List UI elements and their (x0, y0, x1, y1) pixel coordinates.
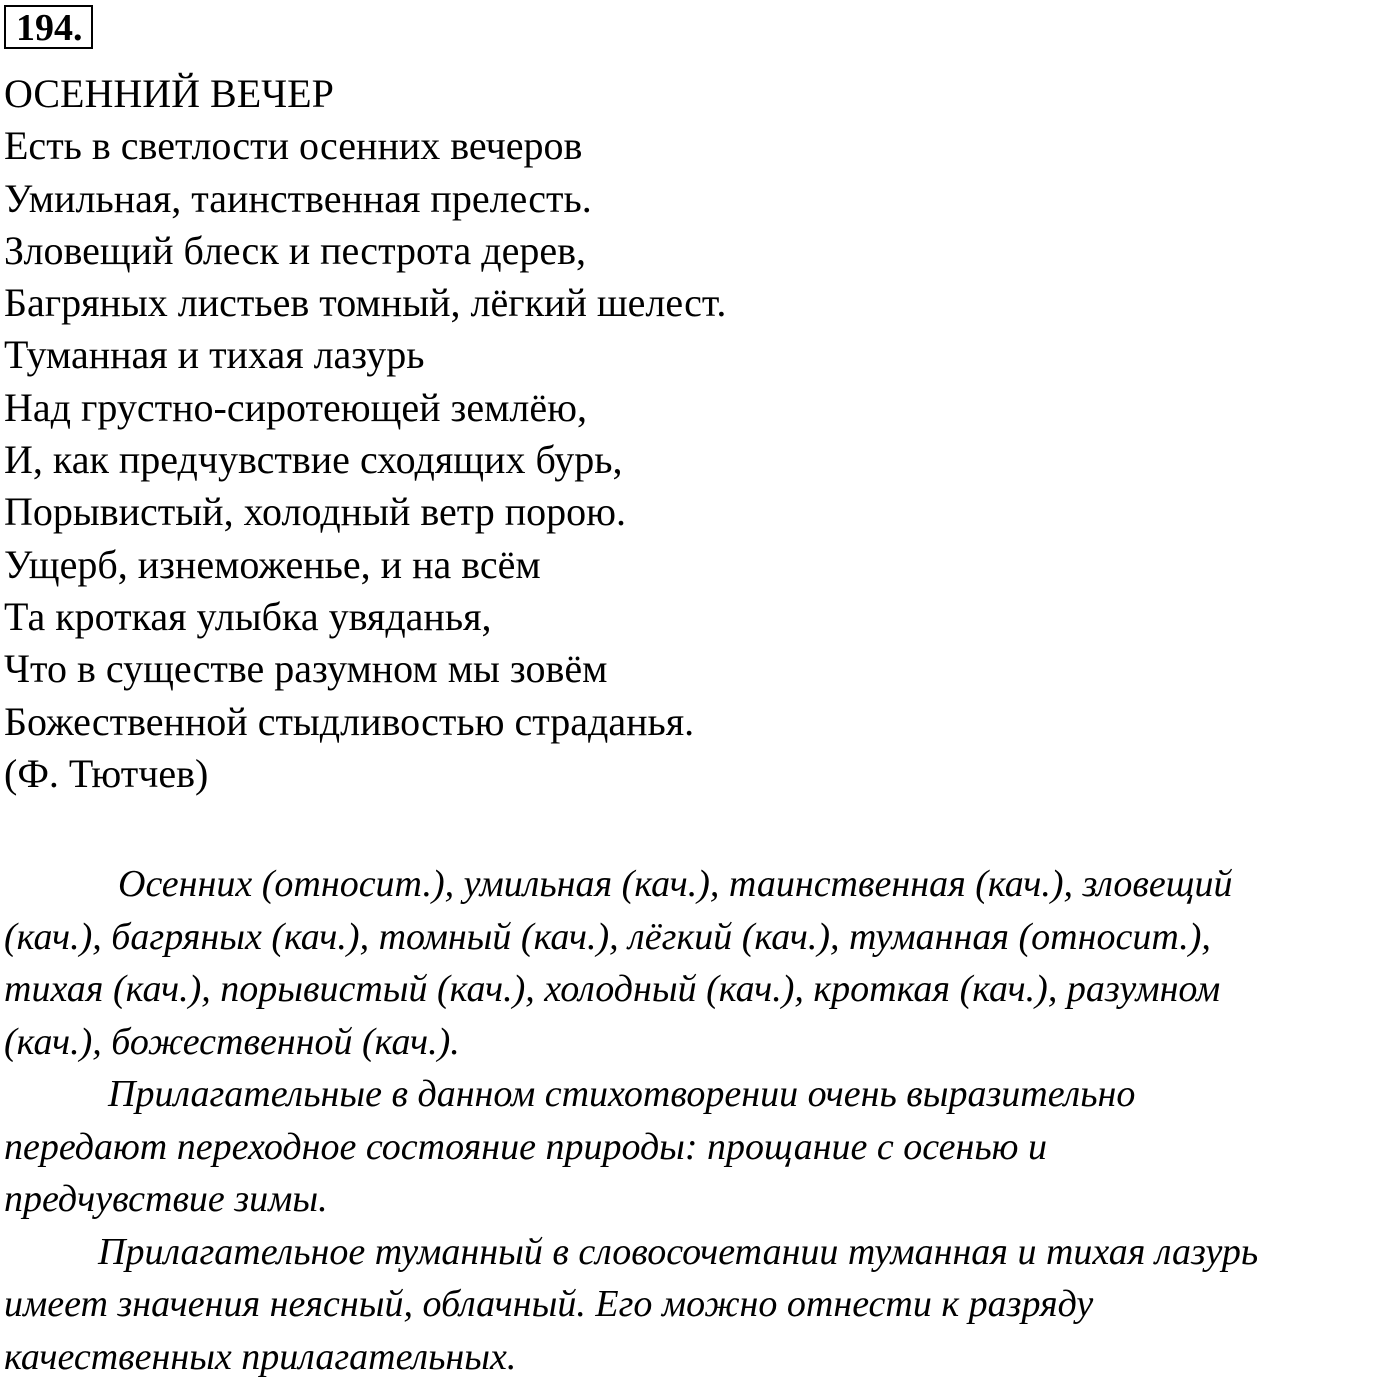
poem-line: Порывистый, холодный ветр порою. (4, 486, 1394, 538)
poem-line: Туманная и тихая лазурь (4, 329, 1394, 381)
answer-paragraph-tumanny (4, 1226, 1398, 1383)
poem (4, 68, 1394, 800)
poem-line: Есть в светлости осенних вечеров (4, 120, 1394, 172)
poem-author: (Ф. Тютчев) (4, 748, 1394, 800)
answer-line: предчувствие зимы. (4, 1173, 1398, 1226)
poem-title: ОСЕННИЙ ВЕЧЕР (4, 68, 1394, 120)
poem-line: Умильная, таинственная прелесть. (4, 173, 1394, 225)
poem-line: Багряных листьев томный, лёгкий шелест. (4, 277, 1394, 329)
answer-line: передают переходное состояние природы: прощание с осенью и (4, 1121, 1398, 1174)
answer-line: Прилагательные в данном стихотворении очень выразительно (4, 1068, 1398, 1121)
answer-line: Прилагательное туманный в словосочетании туманная и тихая лазурь (4, 1226, 1398, 1279)
poem-line: Та кроткая улыбка увяданья, (4, 591, 1394, 643)
poem-line: Ущерб, изнеможенье, и на всём (4, 539, 1394, 591)
answer-line: качественных прилагательных. (4, 1331, 1398, 1383)
exercise-number-box: 194. (4, 5, 93, 49)
poem-line: Зловещий блеск и пестрота дерев, (4, 225, 1394, 277)
answer-paragraph-adjectives (4, 858, 1398, 1068)
answer-text (4, 858, 1398, 1383)
answer-line: (кач.), багряных (кач.), томный (кач.), лёгкий (кач.), туманная (относит.), (4, 911, 1398, 964)
poem-line: Божественной стыдливостью страданья. (4, 696, 1394, 748)
poem-line: Над грустно-сиротеющей землёю, (4, 382, 1394, 434)
answer-line: (кач.), божественной (кач.). (4, 1016, 1398, 1069)
poem-line: Что в существе разумном мы зовём (4, 643, 1394, 695)
answer-paragraph-expressiveness (4, 1068, 1398, 1226)
poem-line: И, как предчувствие сходящих бурь, (4, 434, 1394, 486)
answer-line: Осенних (относит.), умильная (кач.), таинственная (кач.), зловещий (4, 858, 1398, 911)
answer-line: тихая (кач.), порывистый (кач.), холодный (кач.), кроткая (кач.), разумном (4, 963, 1398, 1016)
answer-line: имеет значения неясный, облачный. Его можно отнести к разряду (4, 1278, 1398, 1331)
